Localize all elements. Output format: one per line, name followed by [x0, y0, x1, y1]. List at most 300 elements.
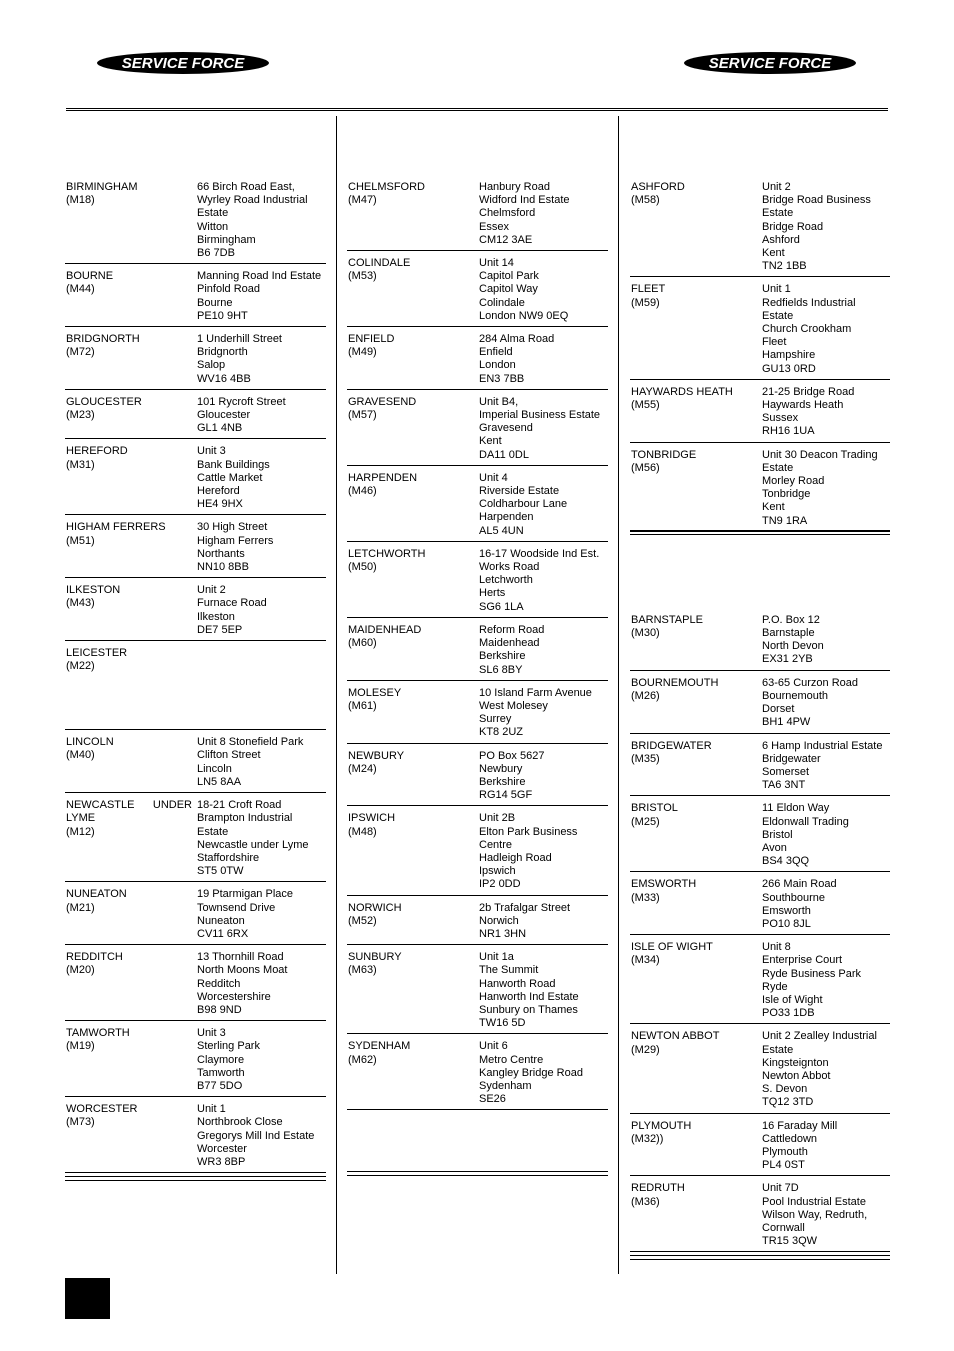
dealer-location: [347, 472, 479, 538]
address-line: Estate: [762, 309, 794, 322]
address-line: Morley Road: [762, 475, 825, 488]
location-line: REDDITCH: [66, 951, 123, 964]
address-line: TN2 1BB: [762, 260, 807, 273]
address-line: Clifton Street: [197, 749, 261, 762]
address-line: Church Crookham: [762, 323, 852, 336]
location-line: (M50): [348, 561, 377, 574]
location-line: (M49): [348, 346, 377, 359]
address-line: TQ12 3TD: [762, 1096, 814, 1109]
dealer-location: [630, 449, 762, 528]
address-line: TW16 5D: [479, 1017, 526, 1030]
address-line: GU13 0RD: [762, 362, 816, 375]
dealer-entry: [630, 385, 890, 443]
dealer-entry: [630, 613, 890, 671]
dealer-location: [347, 257, 479, 323]
dealer-address: [762, 614, 890, 667]
address-line: NR1 3HN: [479, 927, 527, 940]
dealer-entry: [347, 395, 608, 466]
dealer-entry: [347, 471, 608, 542]
address-line: 30 High Street: [197, 521, 268, 534]
dealer-address: [479, 902, 608, 942]
address-line: Unit B4,: [479, 395, 519, 408]
address-line: Claymore: [197, 1053, 245, 1066]
dealer-address: [762, 941, 890, 1020]
dealer-address: [197, 521, 326, 574]
location-line: (M32)): [631, 1132, 664, 1145]
address-line: PO Box 5627: [479, 749, 545, 762]
dealer-location: [347, 396, 479, 462]
address-column-1: [65, 180, 326, 1181]
column-end-rule: [630, 1255, 890, 1260]
address-line: WV16 4BB: [197, 372, 251, 385]
address-line: Reform Road: [479, 623, 545, 636]
location-line: (M25): [631, 815, 660, 828]
address-line: SE26: [479, 1093, 506, 1106]
dealer-entry: [347, 811, 608, 895]
address-line: Fleet: [762, 336, 787, 349]
dealer-address: [197, 951, 326, 1017]
dealer-location: [65, 333, 197, 386]
dealer-location: [347, 548, 479, 614]
address-line: SG6 1LA: [479, 600, 524, 613]
address-line: Redfields Industrial: [762, 296, 856, 309]
dealer-entry: [65, 180, 326, 264]
location-line: (M19): [66, 1040, 95, 1053]
dealer-address: [479, 396, 608, 462]
address-line: Haywards Heath: [762, 399, 844, 412]
address-line: Bourne: [197, 296, 233, 309]
dealer-location: [347, 750, 479, 803]
address-line: Berkshire: [479, 650, 526, 663]
location-line: (M63): [348, 964, 377, 977]
address-line: Somerset: [762, 765, 810, 778]
location-line: BRISTOL: [631, 802, 678, 815]
dealer-address: [479, 812, 608, 891]
address-line: Capitol Park: [479, 270, 539, 283]
location-line: (M52): [348, 914, 377, 927]
location-line: CHELMSFORD: [348, 181, 426, 193]
location-line: (M60): [348, 637, 377, 650]
dealer-location: [65, 1103, 197, 1169]
dealer-location: [65, 736, 197, 789]
address-line: Hereford: [197, 485, 240, 498]
address-line: EN3 7BB: [479, 372, 525, 385]
address-line: Kent: [479, 435, 502, 448]
dealer-address: [197, 584, 326, 637]
location-line: ILKESTON: [66, 584, 121, 597]
address-line: Hanworth Ind Estate: [479, 990, 579, 1003]
dealer-location: [630, 181, 762, 273]
location-line: (M36): [631, 1195, 660, 1208]
address-line: Townsend Drive: [197, 901, 276, 914]
dealer-location: [630, 283, 762, 375]
dealer-location: [630, 1030, 762, 1109]
address-line: Bournemouth: [762, 689, 829, 702]
dealer-entry: [65, 1026, 326, 1097]
location-line: (M44): [66, 283, 95, 296]
address-line: PO33 1DB: [762, 1007, 815, 1020]
location-line: (M12): [66, 825, 95, 838]
address-line: Bridge Road Business: [762, 194, 871, 207]
address-line: Tonbridge: [762, 488, 811, 501]
location-line: NORWICH: [348, 901, 402, 914]
address-line: Kent: [762, 247, 785, 260]
address-line: PL4 0ST: [762, 1159, 805, 1172]
dealer-location: [65, 396, 197, 436]
dealer-entry: [630, 1181, 890, 1252]
dealer-location: [630, 677, 762, 730]
address-line: 21-25 Bridge Road: [762, 385, 855, 398]
location-line: BRIDGEWATER: [631, 739, 712, 752]
address-line: Wilson Way, Redruth,: [762, 1208, 868, 1221]
address-line: Northants: [197, 547, 245, 560]
address-line: Newton Abbot: [762, 1069, 831, 1082]
location-line: BIRMINGHAM: [66, 181, 138, 193]
location-line: FLEET: [631, 283, 666, 296]
address-line: Lincoln: [197, 762, 232, 775]
address-line: Eldonwall Trading: [762, 815, 849, 828]
dealer-location: [630, 386, 762, 439]
location-line: (M55): [631, 399, 660, 412]
dealer-address: [479, 951, 608, 1030]
dealer-entry: [65, 646, 326, 730]
address-line: TN9 1RA: [762, 514, 808, 527]
location-line: SUNBURY: [348, 951, 402, 964]
location-line: (M40): [66, 749, 95, 762]
address-line: 284 Alma Road: [479, 333, 555, 346]
location-line: (M46): [348, 485, 377, 498]
address-line: Hadleigh Road: [479, 851, 552, 864]
address-line: PO10 8JL: [762, 917, 811, 930]
address-line: AL5 4UN: [479, 524, 524, 537]
location-line: SYDENHAM: [348, 1040, 411, 1053]
location-line: (M33): [631, 891, 660, 904]
address-line: Gloucester: [197, 409, 251, 422]
address-line: IP2 0DD: [479, 878, 521, 891]
address-line: Unit 1: [762, 283, 791, 296]
location-line: ENFIELD: [348, 333, 395, 346]
address-line: Redditch: [197, 977, 241, 990]
dealer-location: [347, 333, 479, 386]
address-line: P.O. Box 12: [762, 613, 820, 626]
address-line: Unit 7D: [762, 1182, 799, 1195]
dealer-location: [65, 799, 197, 878]
address-line: Tamworth: [197, 1066, 245, 1079]
address-line: Herts: [479, 587, 506, 600]
address-line: 16-17 Woodside Ind Est.: [479, 547, 600, 560]
location-line: BARNSTAPLE: [631, 613, 703, 626]
dealer-location: [630, 1120, 762, 1173]
address-line: Unit 4: [479, 471, 508, 484]
dealer-entry: [347, 623, 608, 681]
address-line: Newcastle under Lyme: [197, 838, 309, 851]
address-line: 10 Island Farm Avenue: [479, 686, 592, 699]
location-line: (M48): [348, 825, 377, 838]
address-line: Furnace Road: [197, 597, 267, 610]
location-line: (M20): [66, 964, 95, 977]
address-line: 6 Hamp Industrial Estate: [762, 739, 883, 752]
address-line: Witton: [197, 220, 229, 233]
location-line: HAYWARDS HEATH: [631, 385, 733, 398]
address-line: Northbrook Close: [197, 1116, 283, 1129]
address-line: Estate: [197, 207, 229, 220]
address-line: Chelmsford: [479, 207, 536, 220]
address-line: Manning Road Ind Estate: [197, 270, 322, 283]
address-line: HE4 9HX: [197, 498, 243, 511]
address-line: CM12 3AE: [479, 233, 533, 246]
address-line: LN5 8AA: [197, 775, 242, 788]
address-line: Pinfold Road: [197, 283, 260, 296]
location-line: (M35): [631, 752, 660, 765]
dealer-address: [762, 1030, 890, 1109]
address-line: Pool Industrial Estate: [762, 1195, 866, 1208]
address-line: Widford Ind Estate: [479, 194, 570, 207]
dealer-entry: [65, 1102, 326, 1173]
address-line: Unit 14: [479, 257, 514, 270]
dealer-location: [630, 941, 762, 1020]
location-line: (M22): [66, 660, 95, 673]
address-line: Elton Park Business: [479, 825, 578, 838]
dealer-location: [630, 614, 762, 667]
location-line: HIGHAM FERRERS: [66, 521, 166, 534]
address-line: Estate: [197, 825, 229, 838]
dealer-address: [762, 1182, 890, 1248]
dealer-entry: [347, 950, 608, 1034]
location-line: BRIDGNORTH: [66, 333, 140, 346]
location-line: COLINDALE: [348, 257, 411, 270]
address-line: Unit 2: [197, 584, 226, 597]
address-line: ST5 0TW: [197, 865, 244, 878]
dealer-location: [630, 740, 762, 793]
location-line: (M51): [66, 534, 95, 547]
column-end-rule: [347, 1171, 608, 1176]
dealer-entry: [630, 739, 890, 797]
address-line: Centre: [479, 838, 513, 851]
address-line: B77 5DO: [197, 1079, 243, 1092]
address-line: Sterling Park: [197, 1040, 260, 1053]
dealer-entry: [630, 1119, 890, 1177]
address-line: Unit 3: [197, 1027, 226, 1040]
address-line: Nuneaton: [197, 914, 245, 927]
address-line: WR3 8BP: [197, 1155, 246, 1168]
dealer-entry: [630, 448, 890, 532]
address-line: Hanbury Road: [479, 181, 550, 193]
address-line: Isle of Wight: [762, 993, 823, 1006]
dealer-address: [479, 687, 608, 740]
address-line: Capitol Way: [479, 283, 538, 296]
address-line: Unit 2B: [479, 812, 516, 825]
dealer-address: [479, 472, 608, 538]
address-line: Letchworth: [479, 574, 533, 587]
address-line: Ryde: [762, 980, 788, 993]
dealer-entry: [65, 735, 326, 793]
dealer-entry: [347, 749, 608, 807]
address-line: Works Road: [479, 561, 540, 574]
address-column-3: [630, 180, 890, 1260]
dealer-location: [65, 270, 197, 323]
address-line: Worcester: [197, 1142, 247, 1155]
address-line: BS4 3QQ: [762, 855, 810, 868]
dealer-address: [762, 181, 890, 273]
dealer-address: [479, 750, 608, 803]
location-line: TONBRIDGE: [631, 448, 697, 461]
address-line: Wyrley Road Industrial: [197, 194, 308, 207]
address-line: 18-21 Croft Road: [197, 799, 282, 812]
dealer-address: [479, 624, 608, 677]
location-line: (M43): [66, 597, 95, 610]
address-line: Cattle Market: [197, 471, 263, 484]
address-line: Estate: [762, 461, 794, 474]
location-line: (M58): [631, 194, 660, 207]
address-line: Riverside Estate: [479, 485, 560, 498]
location-line: GRAVESEND: [348, 395, 417, 408]
location-line: MOLESEY: [348, 686, 402, 699]
dealer-location: [630, 802, 762, 868]
address-line: Essex: [479, 220, 509, 233]
location-line: NUNEATON: [66, 888, 127, 901]
address-line: Unit 8 Stonefield Park: [197, 736, 304, 749]
dealer-address: [479, 333, 608, 386]
address-line: DA11 0DL: [479, 448, 529, 461]
column-end-rule: [65, 1176, 326, 1181]
dealer-address: [479, 257, 608, 323]
address-line: Bank Buildings: [197, 458, 270, 471]
address-line: 66 Birch Road East,: [197, 181, 295, 193]
location-line: (M53): [348, 270, 377, 283]
address-line: Gregorys Mill Ind Estate: [197, 1129, 315, 1142]
address-line: Imperial Business Estate: [479, 409, 601, 422]
address-line: Sussex: [762, 412, 799, 425]
address-line: Bridgewater: [762, 752, 821, 765]
address-line: Colindale: [479, 296, 525, 309]
address-line: Unit 30 Deacon Trading: [762, 448, 878, 461]
dealer-address: [197, 333, 326, 386]
address-line: 101 Rycroft Street: [197, 395, 286, 408]
location-line: ASHFORD: [631, 181, 685, 193]
dealer-address: [197, 270, 326, 323]
location-line: IPSWICH: [348, 812, 396, 825]
dealer-address: [479, 1040, 608, 1106]
address-line: North Moons Moat: [197, 964, 288, 977]
dealer-location: [65, 181, 197, 260]
dealer-entry: [65, 887, 326, 945]
address-line: DE7 5EP: [197, 623, 243, 636]
dealer-entry: [65, 950, 326, 1021]
address-line: Estate: [762, 207, 794, 220]
location-line: (M56): [631, 461, 660, 474]
dealer-location: [65, 647, 197, 726]
address-line: Surrey: [479, 713, 512, 726]
dealer-location: [65, 584, 197, 637]
dealer-entry: [347, 180, 608, 251]
dealer-address: [197, 445, 326, 511]
address-line: Unit 2: [762, 181, 791, 193]
address-line: Birmingham: [197, 233, 256, 246]
service-force-logo: SERVICE FORCE: [684, 52, 856, 74]
address-line: Brampton Industrial: [197, 812, 293, 825]
address-line: Dorset: [762, 703, 795, 716]
location-line: BOURNEMOUTH: [631, 676, 719, 689]
address-line: Unit 1: [197, 1103, 226, 1116]
dealer-location: [347, 902, 479, 942]
dealer-address: [197, 181, 326, 260]
address-line: Emsworth: [762, 904, 811, 917]
address-line: Sydenham: [479, 1079, 532, 1092]
dealer-location: [347, 951, 479, 1030]
address-line: Unit 3: [197, 445, 226, 458]
location-line: (M18): [66, 194, 95, 207]
dealer-address: [762, 1120, 890, 1173]
dealer-entry: [65, 332, 326, 390]
address-line: Higham Ferrers: [197, 534, 274, 547]
location-line: NEWTON ABBOT: [631, 1030, 720, 1043]
column-divider: [336, 116, 337, 1274]
location-line: MAIDENHEAD: [348, 623, 422, 636]
address-line: Berkshire: [479, 775, 526, 788]
dealer-address: [762, 386, 890, 439]
address-line: Staffordshire: [197, 851, 260, 864]
dealer-address: [762, 449, 890, 528]
address-line: North Devon: [762, 640, 824, 653]
location-line: (M21): [66, 901, 95, 914]
location-line: (M47): [348, 194, 377, 207]
address-line: Kent: [762, 501, 785, 514]
address-line: PE10 9HT: [197, 309, 248, 322]
address-line: GL1 4NB: [197, 422, 243, 435]
address-line: B6 7DB: [197, 247, 235, 260]
address-line: 63-65 Curzon Road: [762, 676, 859, 689]
location-line: EMSWORTH: [631, 878, 697, 891]
address-line: Hanworth Road: [479, 977, 556, 990]
address-line: Ashford: [762, 233, 800, 246]
dealer-address: [197, 1027, 326, 1093]
dealer-address: [197, 736, 326, 789]
dealer-address: [762, 677, 890, 730]
address-line: London NW9 0EQ: [479, 309, 569, 322]
dealer-location: [347, 624, 479, 677]
address-line: Plymouth: [762, 1145, 808, 1158]
address-line: Sunbury on Thames: [479, 1003, 578, 1016]
header-rule: [66, 108, 888, 111]
location-line: HEREFORD: [66, 445, 128, 458]
dealer-entry: [347, 1039, 608, 1110]
dealer-entry: [630, 282, 890, 379]
address-line: Enterprise Court: [762, 954, 843, 967]
dealer-entry: [65, 583, 326, 641]
address-line: SL6 8BY: [479, 663, 523, 676]
location-line: (M29): [631, 1043, 660, 1056]
address-line: Southbourne: [762, 891, 825, 904]
dealer-address: [197, 1103, 326, 1169]
address-line: 19 Ptarmigan Place: [197, 888, 293, 901]
location-line: LETCHWORTH: [348, 547, 426, 560]
address-line: 1 Underhill Street: [197, 333, 282, 346]
address-line: 266 Main Road: [762, 878, 837, 891]
address-line: 2b Trafalgar Street: [479, 901, 571, 914]
location-line: (M62): [348, 1053, 377, 1066]
dealer-address: [479, 548, 608, 614]
dealer-location: [347, 1040, 479, 1106]
location-line: NEWCASTLE UNDER: [66, 799, 192, 812]
location-line: LINCOLN: [66, 736, 114, 749]
location-line: REDRUTH: [631, 1182, 685, 1195]
address-line: London: [479, 359, 516, 372]
address-line: Barnstaple: [762, 627, 815, 640]
address-line: B98 9ND: [197, 1003, 242, 1016]
address-line: 16 Faraday Mill: [762, 1119, 838, 1132]
dealer-address: [762, 878, 890, 931]
dealer-entry: [347, 901, 608, 946]
